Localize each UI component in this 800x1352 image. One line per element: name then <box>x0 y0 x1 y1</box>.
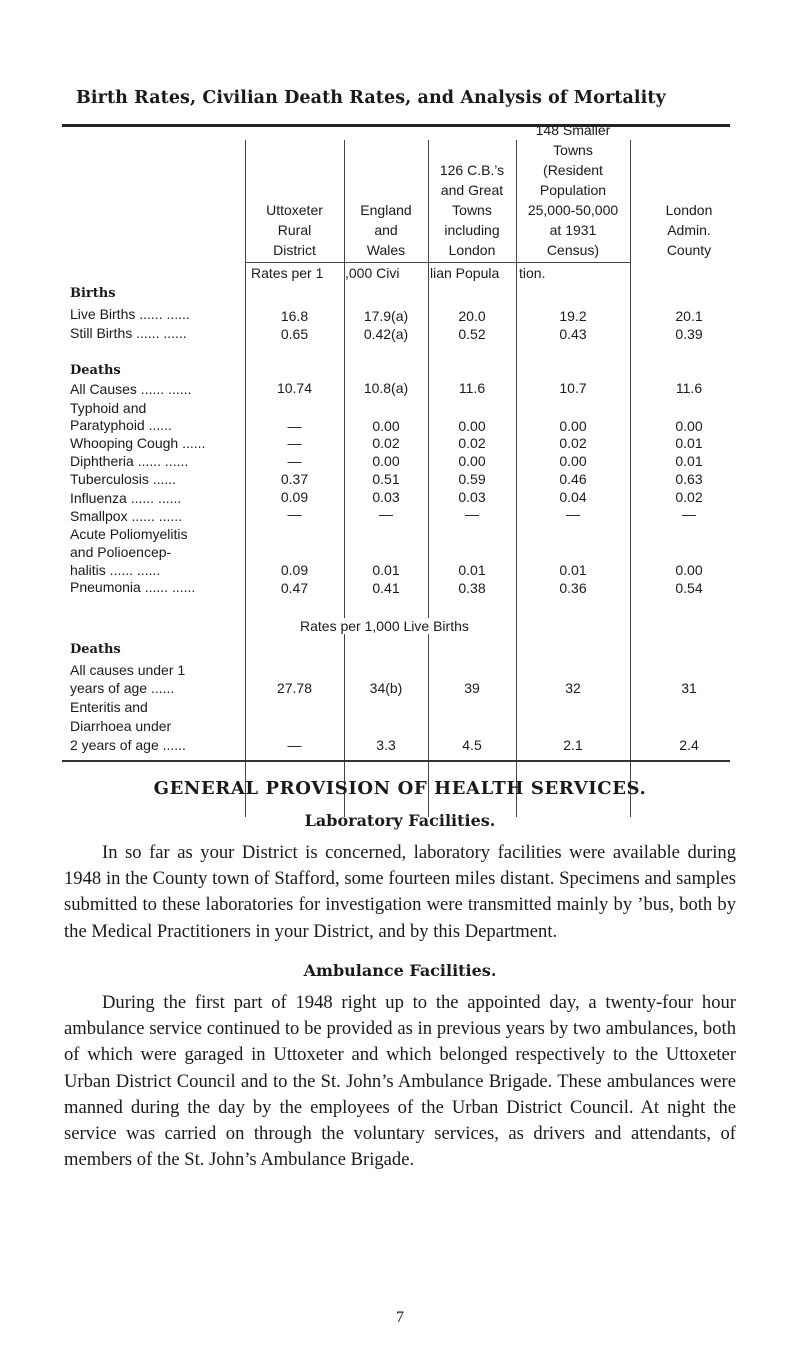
col-header-148-towns: 148 Smaller Towns (Resident Population 25,000-50,000 at 1931 Census) <box>527 122 619 258</box>
col-header-london: London Admin. County <box>665 202 713 258</box>
cell: — <box>287 435 302 451</box>
row-label: years of age ...... <box>70 680 175 696</box>
page-number: 7 <box>396 1309 404 1326</box>
ambulance-paragraph: During the first part of 1948 right up to the appointed day, a twenty-four hour ambulance service continued to be provided as in previous years by two ambulances, both of which were garaged in Uttoxeter and which belonged respectively to the Uttoxeter Urban District Council and to the St. John’s Ambulance Brigade. These ambulances were manned during the day by the employees of the Urban District Council. At night the service was carried on through the voluntary services, as drivers and attendants, of members of the St. John’s Ambulance Brigade. <box>64 992 736 1171</box>
cell: 17.9(a) <box>363 308 409 324</box>
cell: 0.00 <box>675 562 703 578</box>
cell: 0.00 <box>559 418 587 434</box>
cell: — <box>287 737 302 753</box>
cell: 0.02 <box>675 489 703 505</box>
cell: — <box>465 506 479 522</box>
cell: 16.8 <box>280 308 309 324</box>
cell: 0.00 <box>458 418 486 434</box>
cell: 0.02 <box>458 435 486 451</box>
cell: 0.00 <box>372 418 400 434</box>
row-label: Paratyphoid ...... <box>70 417 172 433</box>
cell: 0.01 <box>559 562 587 578</box>
cell: 0.52 <box>458 326 486 342</box>
lab-paragraph: In so far as your District is concerned, laboratory facilities were available during 1948 in the County town of Stafford, some fourteen miles distant. Specimens and samples submitted to these laboratories for investigation were transmitted mainly by ’bus, both by the Medical Practitioners in your District, and by this Department. <box>64 842 736 942</box>
cell: — <box>379 506 393 522</box>
cell: 0.46 <box>559 471 587 487</box>
row-label: and Polioencep- <box>70 544 172 560</box>
cell: 19.2 <box>559 308 587 324</box>
cell: 3.3 <box>376 737 396 753</box>
rates-banner-part: lian Popula <box>430 265 500 281</box>
rates-banner-part: Rates per 1 <box>251 265 324 281</box>
cell: 0.39 <box>675 326 703 342</box>
row-label: Smallpox ...... ...... <box>70 508 183 524</box>
cell: — <box>566 506 580 522</box>
page-title: Birth Rates, Civilian Death Rates, and Analysis of Mortality <box>76 88 666 108</box>
cell: 11.6 <box>458 380 486 396</box>
cell: 0.00 <box>559 453 587 469</box>
row-label: Acute Poliomyelitis <box>70 526 188 542</box>
row-label: 2 years of age ...... <box>70 737 186 753</box>
cell: 0.02 <box>559 435 587 451</box>
cell: 0.01 <box>675 453 703 469</box>
row-label: All Causes ...... ...... <box>70 381 192 397</box>
cell: 2.4 <box>679 737 699 753</box>
cell: 0.00 <box>372 453 400 469</box>
cell: 0.51 <box>372 471 400 487</box>
cell: 0.03 <box>458 489 486 505</box>
cell: 0.63 <box>675 471 703 487</box>
cell: — <box>287 453 302 469</box>
row-label: All causes under 1 <box>70 662 186 678</box>
cell: 0.37 <box>280 471 309 487</box>
row-label: Still Births ...... ...... <box>70 325 187 341</box>
row-label: Enteritis and <box>70 699 148 715</box>
cell: 0.01 <box>458 562 486 578</box>
rates-banner-part: tion. <box>519 265 546 281</box>
cell: 31 <box>681 680 697 696</box>
cell: 0.42(a) <box>363 326 409 342</box>
cell: 0.43 <box>559 326 587 342</box>
cell: 0.01 <box>372 562 400 578</box>
cell: 0.65 <box>280 326 309 342</box>
row-label: Diphtheria ...... ...... <box>70 453 189 469</box>
rates-banner-live-births: Rates per 1,000 Live Births <box>296 618 473 634</box>
col-header-uttoxeter: Uttoxeter Rural District <box>266 202 323 258</box>
cell: 0.02 <box>372 435 400 451</box>
ambulance-heading: Ambulance Facilities. <box>303 961 497 980</box>
cell: 39 <box>464 680 480 696</box>
cell: 0.00 <box>675 418 703 434</box>
cell: 0.01 <box>675 435 703 451</box>
col-header-england-wales: England and Wales <box>360 202 412 258</box>
deaths-heading: Deaths <box>70 363 121 378</box>
cell: 10.7 <box>559 380 587 396</box>
cell: 4.5 <box>462 737 482 753</box>
cell: 10.8(a) <box>363 380 409 396</box>
header-rule <box>245 262 630 263</box>
lab-heading: Laboratory Facilities. <box>304 811 496 830</box>
section-heading: GENERAL PROVISION OF HEALTH SERVICES. <box>153 778 647 799</box>
row-label: Whooping Cough ...... <box>70 435 206 451</box>
cell: 34(b) <box>369 680 403 696</box>
row-label: Tuberculosis ...... <box>70 471 177 487</box>
cell: — <box>287 506 302 522</box>
cell: 20.0 <box>458 308 486 324</box>
cell: 0.47 <box>280 580 309 596</box>
cell: 10.74 <box>276 380 313 396</box>
cell: 0.09 <box>280 562 309 578</box>
cell: 0.36 <box>559 580 587 596</box>
births-heading: Births <box>70 286 116 301</box>
cell: 0.41 <box>372 580 400 596</box>
cell: 0.54 <box>675 580 703 596</box>
cell: — <box>682 506 696 522</box>
infant-deaths-heading: Deaths <box>70 642 121 657</box>
row-label: Diarrhoea under <box>70 718 172 734</box>
cell: 0.59 <box>458 471 486 487</box>
row-label: Influenza ...... ...... <box>70 490 182 506</box>
row-label: Typhoid and <box>70 400 147 416</box>
cell: — <box>287 418 302 434</box>
cell: 11.6 <box>675 380 703 396</box>
row-label: Live Births ...... ...... <box>70 306 190 322</box>
row-label: halitis ...... ...... <box>70 562 161 578</box>
cell: 0.38 <box>458 580 486 596</box>
cell: 32 <box>565 680 581 696</box>
col-header-126-cbs: 126 C.B.’s and Great Towns including London <box>439 162 505 258</box>
cell: 0.03 <box>372 489 400 505</box>
cell: 27.78 <box>276 680 313 696</box>
row-label: Pneumonia ...... ...... <box>70 579 196 595</box>
cell: 0.04 <box>559 489 587 505</box>
cell: 20.1 <box>675 308 703 324</box>
cell: 0.00 <box>458 453 486 469</box>
rates-banner-part: ,000 Civi <box>345 265 400 281</box>
bottom-rule <box>62 760 730 762</box>
cell: 2.1 <box>563 737 583 753</box>
cell: 0.09 <box>280 489 309 505</box>
